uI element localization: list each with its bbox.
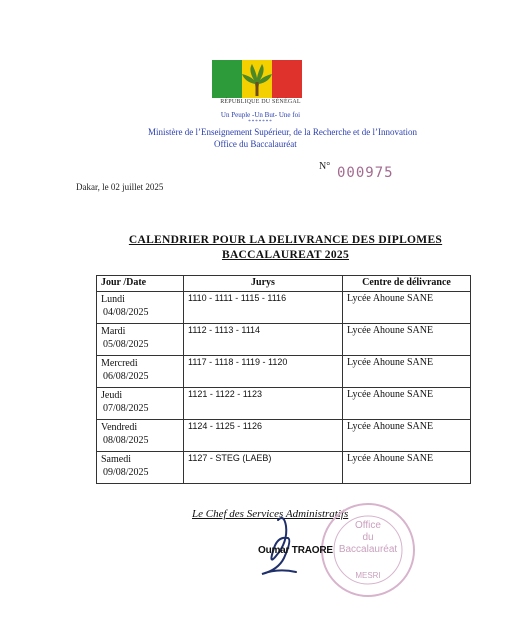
- date-value: 08/08/2025: [103, 435, 149, 446]
- day-date-cell: [97, 420, 184, 452]
- reference-label: N°: [319, 161, 331, 172]
- center-cell: Lycée Ahoune SANE: [343, 324, 471, 356]
- table-row: [97, 452, 471, 484]
- day-name: Mardi: [101, 326, 126, 337]
- stamp-line-2: du: [362, 532, 374, 543]
- national-motto: Un Peuple -Un But- Une foi: [220, 111, 301, 119]
- center-cell: Lycée Ahoune SANE: [343, 452, 471, 484]
- reference-number: 000975: [337, 165, 394, 181]
- document-title: [0, 233, 521, 263]
- jurys-cell: 1110 - 1111 - 1115 - 1116: [184, 292, 343, 324]
- jurys-cell: 1124 - 1125 - 1126: [184, 420, 343, 452]
- center-cell: Lycée Ahoune SANE: [343, 388, 471, 420]
- office-name: Office du Baccalauréat: [214, 139, 297, 149]
- header-jurys: Jurys: [184, 276, 343, 292]
- table-row: [97, 356, 471, 388]
- date-value: 04/08/2025: [103, 307, 149, 318]
- day-date-cell: [97, 452, 184, 484]
- day-name: Samedi: [101, 454, 131, 465]
- jurys-cell: 1121 - 1122 - 1123: [184, 388, 343, 420]
- jurys-cell: 1127 - STEG (LAEB): [184, 452, 343, 484]
- stamp-line-3: Baccalauréat: [338, 544, 398, 555]
- date-line: Dakar, le 02 juillet 2025: [76, 182, 164, 192]
- day-name: Jeudi: [101, 390, 123, 401]
- center-cell: Lycée Ahoune SANE: [343, 356, 471, 388]
- date-value: 06/08/2025: [103, 371, 149, 382]
- jurys-cell: 1117 - 1118 - 1119 - 1120: [184, 356, 343, 388]
- date-value: 07/08/2025: [103, 403, 149, 414]
- table-row: [97, 420, 471, 452]
- stamp-line-1: Office: [355, 520, 381, 531]
- header-center: Centre de délivrance: [343, 276, 471, 292]
- date-value: 05/08/2025: [103, 339, 149, 350]
- stamp-bottom: MESRI: [355, 571, 381, 580]
- calendar-table: [96, 275, 471, 484]
- day-date-cell: [97, 356, 184, 388]
- stamp-text: [318, 500, 418, 600]
- country-name: RÉPUBLIQUE DU SÉNÉGAL: [220, 99, 301, 105]
- center-cell: Lycée Ahoune SANE: [343, 292, 471, 324]
- table-row: [97, 292, 471, 324]
- ministry-name: Ministère de l’Enseignement Supérieur, de la Recherche et de l’Innovation: [148, 127, 418, 137]
- day-date-cell: [97, 388, 184, 420]
- signatory-name: Oumar TRAORE: [258, 545, 333, 556]
- table-header-row: [97, 276, 471, 292]
- senegal-coat-of-arms-logo: [212, 60, 302, 98]
- motto-stars: *******: [248, 120, 273, 125]
- day-date-cell: [97, 324, 184, 356]
- date-value: 09/08/2025: [103, 467, 149, 478]
- title-line-1: CALENDRIER POUR LA DELIVRANCE DES DIPLOMES: [128, 234, 443, 246]
- day-name: Lundi: [101, 294, 125, 305]
- header-day-date: Jour /Date: [97, 276, 184, 292]
- day-name: Vendredi: [101, 422, 138, 433]
- center-cell: Lycée Ahoune SANE: [343, 420, 471, 452]
- signatory-title: Le Chef des Services Administratifs: [192, 508, 349, 520]
- table-row: [97, 388, 471, 420]
- title-line-2: BACCALAUREAT 2025: [221, 249, 350, 261]
- day-name: Mercredi: [101, 358, 138, 369]
- day-date-cell: [97, 292, 184, 324]
- jurys-cell: 1112 - 1113 - 1114: [184, 324, 343, 356]
- table-row: [97, 324, 471, 356]
